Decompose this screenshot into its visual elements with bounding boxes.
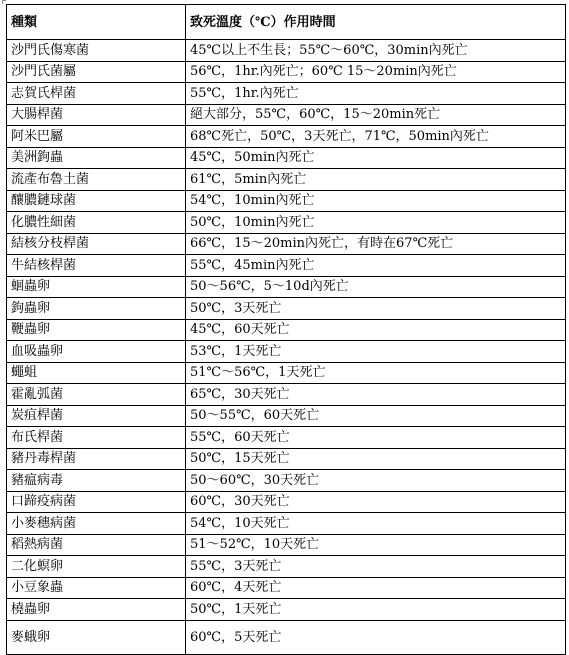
species-cell: 霍亂弧菌	[7, 384, 186, 406]
lethal-condition-cell: 50～56℃，5～10d內死亡	[186, 276, 566, 298]
lethal-condition-cell: 60℃，30天死亡	[186, 491, 566, 513]
species-cell: 蠅蛆	[7, 362, 186, 384]
lethal-condition-cell: 66℃，15～20min內死亡，有時在67℃死亡	[186, 233, 566, 255]
species-cell: 麥蛾卵	[7, 620, 186, 654]
table-row	[7, 61, 566, 83]
lethal-condition-cell: 60℃，4天死亡	[186, 577, 566, 599]
lethal-condition-cell: 55℃，1hr.內死亡	[186, 83, 566, 105]
table-row	[7, 40, 566, 62]
species-cell: 豬瘟病毒	[7, 470, 186, 492]
lethal-condition-cell: 61℃，5min內死亡	[186, 169, 566, 191]
species-cell: 結核分枝桿菌	[7, 233, 186, 255]
species-cell: 蛔蟲卵	[7, 276, 186, 298]
lethal-condition-cell: 絕大部分，55℃，60℃，15～20min死亡	[186, 104, 566, 126]
table-row	[7, 513, 566, 535]
species-cell: 鉤蟲卵	[7, 298, 186, 320]
table-row	[7, 556, 566, 578]
table-row	[7, 126, 566, 148]
species-cell: 釀膿鏈球菌	[7, 190, 186, 212]
lethal-condition-cell: 54℃，10天死亡	[186, 513, 566, 535]
table-row	[7, 384, 566, 406]
table-row	[7, 577, 566, 599]
lethal-condition-cell: 68℃死亡，50℃，3天死亡，71℃，50min內死亡	[186, 126, 566, 148]
lethal-condition-cell: 55℃，45min內死亡	[186, 255, 566, 277]
table-row	[7, 276, 566, 298]
species-cell: 血吸蟲卵	[7, 341, 186, 363]
lethal-condition-cell: 53℃，1天死亡	[186, 341, 566, 363]
species-cell: 牛結核桿菌	[7, 255, 186, 277]
lethal-condition-cell: 54℃，10min內死亡	[186, 190, 566, 212]
lethal-condition-cell: 50℃，1天死亡	[186, 599, 566, 621]
table-row	[7, 255, 566, 277]
species-cell: 二化螟卵	[7, 556, 186, 578]
lethal-condition-cell: 45℃，60天死亡	[186, 319, 566, 341]
table-row	[7, 319, 566, 341]
table-row	[7, 362, 566, 384]
species-cell: 大腸桿菌	[7, 104, 186, 126]
species-cell: 稻熱病菌	[7, 534, 186, 556]
table-row	[7, 147, 566, 169]
lethal-condition-cell: 56℃，1hr.內死亡；60℃ 15～20min內死亡	[186, 61, 566, 83]
table-row	[7, 405, 566, 427]
species-cell: 小麥穗病菌	[7, 513, 186, 535]
species-cell: 鞭蟲卵	[7, 319, 186, 341]
species-cell: 炭疽桿菌	[7, 405, 186, 427]
table-row	[7, 298, 566, 320]
species-cell: 沙門氏菌屬	[7, 61, 186, 83]
species-cell: 流產布魯土菌	[7, 169, 186, 191]
lethal-condition-cell: 50℃，10min內死亡	[186, 212, 566, 234]
table-row	[7, 190, 566, 212]
table-row	[7, 104, 566, 126]
table-row	[7, 534, 566, 556]
table-header	[7, 5, 566, 40]
lethal-condition-cell: 45℃，50min內死亡	[186, 147, 566, 169]
table-row	[7, 212, 566, 234]
lethal-condition-cell: 60℃，5天死亡	[186, 620, 566, 654]
lethal-condition-cell: 51～52℃，10天死亡	[186, 534, 566, 556]
species-cell: 沙門氏傷寒菌	[7, 40, 186, 62]
table-row	[7, 233, 566, 255]
lethal-condition-cell: 55℃，3天死亡	[186, 556, 566, 578]
species-cell: 橈蟲卵	[7, 599, 186, 621]
table-row	[7, 620, 566, 654]
lethal-condition-cell: 50～55℃，60天死亡	[186, 405, 566, 427]
table-row	[7, 448, 566, 470]
lethal-condition-cell: 50℃，3天死亡	[186, 298, 566, 320]
lethal-condition-cell: 50～60℃，30天死亡	[186, 470, 566, 492]
header-row	[7, 5, 566, 40]
header-lethal-temperature: 致死溫度（℃）作用時間	[186, 5, 566, 40]
species-cell: 小豆象蟲	[7, 577, 186, 599]
table-row	[7, 427, 566, 449]
species-cell: 化膿性細菌	[7, 212, 186, 234]
table-body	[7, 40, 566, 655]
lethal-condition-cell: 65℃，30天死亡	[186, 384, 566, 406]
table-row	[7, 470, 566, 492]
lethal-condition-cell: 55℃，60天死亡	[186, 427, 566, 449]
species-cell: 阿米巴屬	[7, 126, 186, 148]
lethal-condition-cell: 51℃～56℃，1天死亡	[186, 362, 566, 384]
table-row	[7, 491, 566, 513]
lethal-condition-cell: 45℃以上不生長；55℃～60℃，30min內死亡	[186, 40, 566, 62]
species-cell: 布氏桿菌	[7, 427, 186, 449]
species-cell: 豬丹毒桿菌	[7, 448, 186, 470]
table-row	[7, 169, 566, 191]
lethal-condition-cell: 50℃，15天死亡	[186, 448, 566, 470]
table-row	[7, 341, 566, 363]
species-cell: 口蹄疫病菌	[7, 491, 186, 513]
table-row	[7, 599, 566, 621]
species-cell: 志賀氏桿菌	[7, 83, 186, 105]
species-cell: 美洲鉤蟲	[7, 147, 186, 169]
lethal-temperature-table	[6, 4, 566, 655]
header-species: 種類	[7, 5, 186, 40]
table-row	[7, 83, 566, 105]
